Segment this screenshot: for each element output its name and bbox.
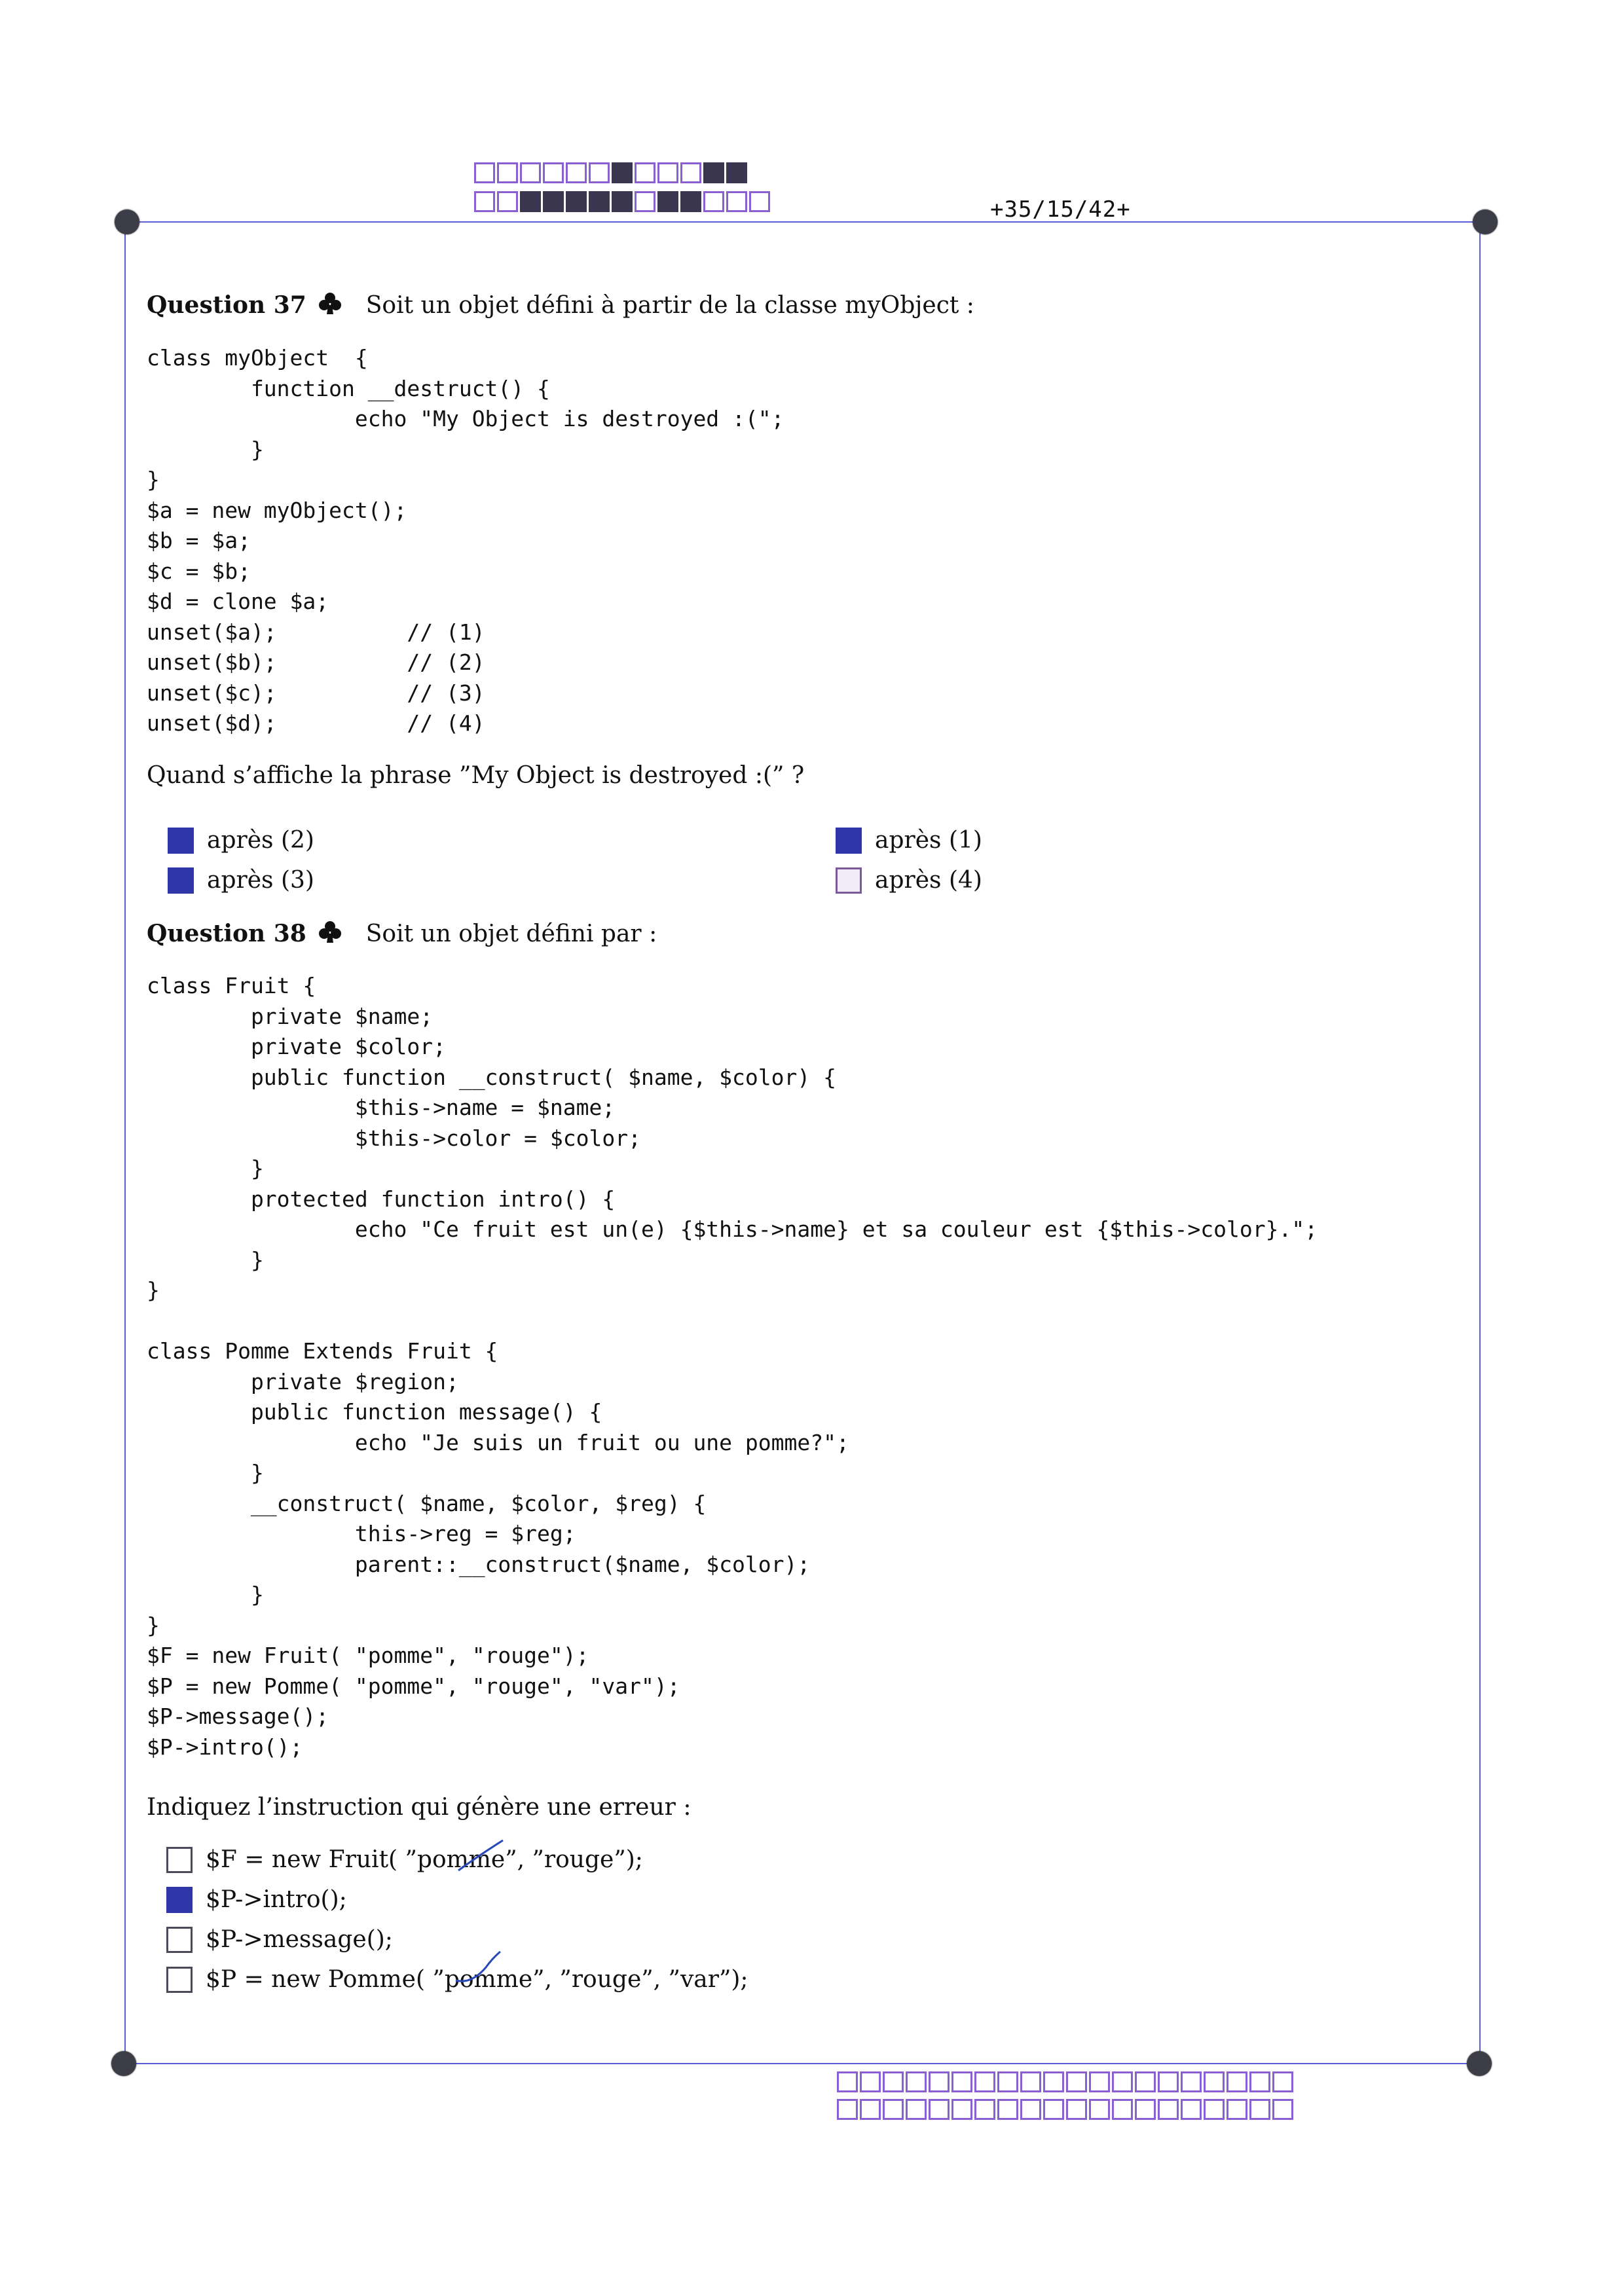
code-cell: [1272, 2099, 1293, 2120]
code-cell: [974, 2071, 995, 2092]
code-cell: [612, 191, 633, 212]
bottom-code-row-2: [837, 2099, 1293, 2120]
code-cell: [837, 2099, 858, 2120]
question-38-question: Indiquez l’instruction qui génère une erreur :: [147, 1794, 692, 1821]
code-cell: [703, 162, 724, 183]
question-38-prompt: Soit un objet défini par :: [365, 920, 657, 947]
code-cell: [1020, 2071, 1041, 2092]
code-cell: [860, 2071, 881, 2092]
code-cell: [543, 191, 564, 212]
code-cell: [1020, 2099, 1041, 2120]
code-cell: [703, 191, 724, 212]
page-id: +35/15/42+: [990, 196, 1131, 223]
code-cell: [497, 191, 518, 212]
q37-option-label: après (1): [875, 827, 982, 854]
code-cell: [860, 2099, 881, 2120]
corner-dot-top-left: [115, 210, 139, 234]
q37-checkbox-apres-3[interactable]: [168, 867, 194, 894]
q37-option-apres-2[interactable]: [168, 824, 314, 857]
code-cell: [474, 191, 495, 212]
code-cell: [883, 2071, 904, 2092]
question-38-code: class Fruit { private $name; private $color; public function __construct( $name, $color) { $this->name = $name; $this->color = $color; } protected function intro() { echo "Ce fruit est un(e) {$this->name} et sa couleur est {$this->color}."; } } class Pomme Extends Fruit { private $region; public function message() { echo "Je suis un fruit ou une pomme?"; } __construct( $name, $color, $reg) { this->reg = $reg; parent::__construct($name, $color); } } $F = new Fruit( "pomme", "rouge"); $P = new Pomme( "pomme", "rouge", "var"); $P->message(); $P->intro();: [147, 973, 1318, 1760]
corner-dot-bottom-right: [1467, 2051, 1492, 2076]
q38-option-intro[interactable]: [166, 1884, 347, 1916]
pen-stroke-mark: [452, 1948, 511, 1987]
q38-option-label: $P->message();: [206, 1926, 393, 1953]
code-cell: [837, 2071, 858, 2092]
code-cell: [1066, 2099, 1087, 2120]
code-cell: [520, 191, 541, 212]
bottom-code-row-1: [837, 2071, 1293, 2092]
code-cell: [1249, 2099, 1270, 2120]
code-cell: [1043, 2071, 1064, 2092]
pen-stroke-mark: [452, 1836, 511, 1876]
code-cell: [929, 2071, 950, 2092]
q38-option-label: $F = new Fruit( ”pomme”, ”rouge”);: [206, 1846, 643, 1873]
code-cell: [543, 162, 564, 183]
code-cell: [612, 162, 633, 183]
q38-option-message[interactable]: [166, 1923, 393, 1956]
code-cell: [680, 191, 701, 212]
club-icon: [316, 291, 344, 317]
frame-right: [1479, 223, 1481, 2064]
q37-option-label: après (3): [207, 867, 314, 894]
code-cell: [749, 191, 770, 212]
q37-option-apres-4[interactable]: [836, 864, 982, 897]
code-cell: [1043, 2099, 1064, 2120]
q37-option-apres-1[interactable]: [836, 824, 982, 857]
code-cell: [1066, 2071, 1087, 2092]
q37-option-apres-3[interactable]: [168, 864, 314, 897]
question-37-prompt: Soit un objet défini à partir de la classe myObject :: [365, 292, 974, 319]
corner-dot-top-right: [1473, 210, 1498, 234]
code-cell: [497, 162, 518, 183]
frame-top: [127, 221, 1486, 223]
code-cell: [566, 162, 587, 183]
top-code-row-2: [474, 191, 770, 212]
code-cell: [1204, 2071, 1225, 2092]
code-cell: [1227, 2071, 1247, 2092]
code-cell: [635, 162, 655, 183]
question-38-label: Question 38: [147, 920, 306, 947]
code-cell: [974, 2099, 995, 2120]
code-cell: [883, 2099, 904, 2120]
code-cell: [566, 191, 587, 212]
q38-option-new-fruit[interactable]: [166, 1844, 643, 1876]
code-cell: [520, 162, 541, 183]
q38-option-label: $P = new Pomme( ”pomme”, ”rouge”, ”var”);: [206, 1966, 748, 1993]
code-cell: [657, 162, 678, 183]
q37-option-label: après (4): [875, 867, 982, 894]
code-cell: [1135, 2099, 1156, 2120]
code-cell: [1158, 2099, 1179, 2120]
top-code-row-1: [474, 162, 747, 183]
code-cell: [1158, 2071, 1179, 2092]
corner-dot-bottom-left: [111, 2051, 136, 2076]
code-cell: [474, 162, 495, 183]
code-cell: [1227, 2099, 1247, 2120]
code-cell: [951, 2071, 972, 2092]
code-cell: [1272, 2071, 1293, 2092]
question-37-label: Question 37: [147, 291, 306, 319]
code-cell: [726, 191, 747, 212]
question-37-title: [147, 291, 974, 320]
code-cell: [906, 2071, 927, 2092]
code-cell: [951, 2099, 972, 2120]
code-cell: [1249, 2071, 1270, 2092]
code-cell: [1181, 2099, 1202, 2120]
code-cell: [1112, 2071, 1133, 2092]
code-cell: [997, 2099, 1018, 2120]
code-cell: [726, 162, 747, 183]
q38-option-label: $P->intro();: [206, 1886, 347, 1913]
question-37-question: Quand s’affiche la phrase ”My Object is destroyed :(” ?: [147, 762, 805, 789]
code-cell: [589, 191, 610, 212]
code-cell: [589, 162, 610, 183]
question-37-code: class myObject { function __destruct() { echo "My Object is destroyed :("; } } $a = new myObject(); $b = $a; $c = $b; $d = clone $a; unset($a); // (1) unset($b); // (2) unset($c); // (3) unset($d); // (4): [147, 345, 784, 736]
code-cell: [657, 191, 678, 212]
q37-checkbox-apres-2[interactable]: [168, 828, 194, 854]
code-cell: [1089, 2099, 1110, 2120]
q37-option-label: après (2): [207, 827, 314, 854]
q38-checkbox-intro[interactable]: [166, 1887, 193, 1913]
code-cell: [929, 2099, 950, 2120]
frame-bottom: [124, 2063, 1480, 2064]
code-cell: [635, 191, 655, 212]
q38-checkbox-message[interactable]: [166, 1927, 193, 1953]
question-38-title: [147, 919, 657, 949]
code-cell: [1112, 2099, 1133, 2120]
code-cell: [1089, 2071, 1110, 2092]
code-cell: [1135, 2071, 1156, 2092]
code-cell: [1204, 2099, 1225, 2120]
club-icon: [316, 919, 344, 945]
code-cell: [680, 162, 701, 183]
frame-left: [124, 223, 126, 2064]
q37-checkbox-apres-1[interactable]: [836, 828, 862, 854]
code-cell: [906, 2099, 927, 2120]
q38-checkbox-new-fruit[interactable]: [166, 1847, 193, 1873]
q37-checkbox-apres-4[interactable]: [836, 867, 862, 894]
code-cell: [1181, 2071, 1202, 2092]
q38-checkbox-new-pomme[interactable]: [166, 1967, 193, 1993]
code-cell: [997, 2071, 1018, 2092]
